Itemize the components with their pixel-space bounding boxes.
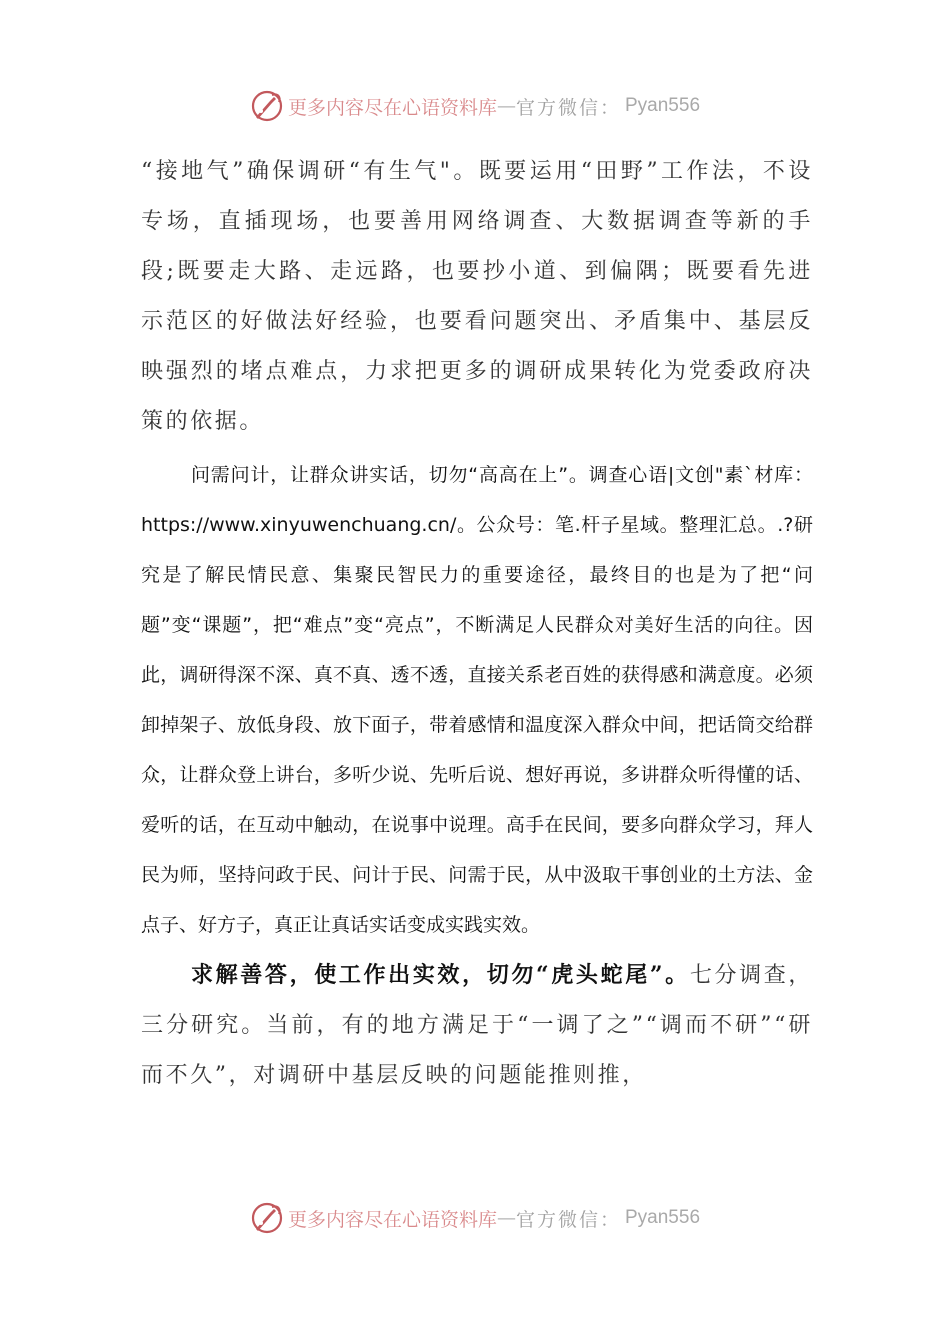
header-banner: [0, 86, 950, 126]
footer-banner: [0, 1198, 950, 1238]
paragraph-2: 问需问计，让群众讲实话，切勿“高高在上”。调查心语|文创"素`材库：https://www.xinyuwenchuang.cn/。公众号：笔.杆子星域。整理汇总。.?研究是了解民情民意、集聚民智民力的重要途径，最终目的也是为了把“问题”变“课题”，把“难点”变“亮点”，不断满足人民群众对美好生活的向往。因此，调研得深不深、真不真、透不透，直接关系老百姓的获得感和满意度。必须卸掉架子、放低身段、放下面子，带着感情和温度深入群众中间，把话筒交给群众，让群众登上讲台，多听少说、先听后说、想好再说，多讲群众听得懂的话、爱听的话，在互动中触动，在说事中说理。高手在民间，要多向群众学习，拜人民为师，坚持问政于民、问计于民、问需于民，从中汲取干事创业的土方法、金点子、好方子，真正让真话实话变成实践实效。: [141, 464, 813, 936]
banner-title: 更多内容尽在心语资料库: [287, 1208, 497, 1231]
banner-title: 更多内容尽在心语资料库: [287, 96, 497, 119]
document-body: [141, 147, 813, 1101]
paragraph-3-lead: 求解善答，使工作出实效，切勿“虎头蛇尾”。: [191, 962, 690, 988]
banner-wechat-label: 官方微信：: [515, 1208, 621, 1231]
banner-dash: —: [496, 1207, 516, 1229]
paragraph-3: [141, 950, 813, 1101]
banner-wechat-id: Pyan556: [625, 95, 701, 116]
paragraph-1: “接地气”确保调研“有生气"。既要运用“田野”工作法，不设专场，直插现场，也要善用网络调查、大数据调查等新的手段;既要走大路、走远路，也要抄小道、到偏隅；既要看先进示范区的好做法好经验，也要看问题突出、矛盾集中、基层反映强烈的堵点难点，力求把更多的调研成果转化为党委政府决策的依据。: [141, 159, 813, 434]
paragraph-3-text: 七分调查，三分研究。当前，有的地方满足于“一调了之”“调而不研”“研而不久”，对调研中基层反映的问题能推则推，: [141, 963, 813, 1088]
fountain-pen-logo-icon: [250, 89, 284, 123]
banner-wechat-id: Pyan556: [625, 1207, 701, 1228]
banner-wechat-label: 官方微信：: [515, 96, 621, 119]
fountain-pen-logo-icon: [250, 1201, 284, 1235]
banner-dash: —: [496, 95, 516, 117]
